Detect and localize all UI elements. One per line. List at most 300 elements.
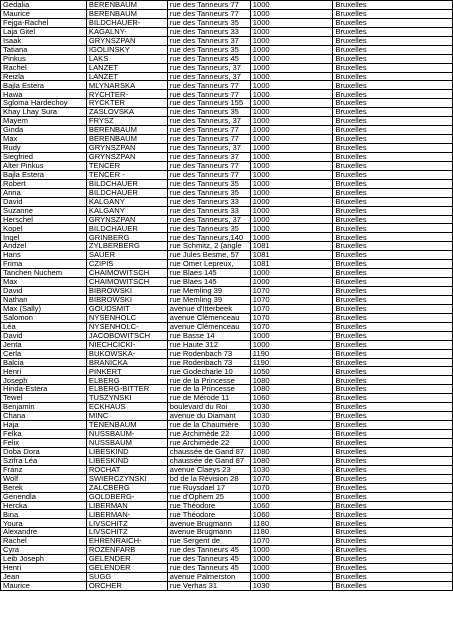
street-cell: rue de la Princesse — [167, 385, 250, 394]
last-name-cell: LIBERMAN- — [86, 510, 167, 519]
postcode-cell: 1000 — [250, 206, 333, 215]
street-cell: avenue Claeys 23 — [167, 465, 250, 474]
table-row — [1, 385, 453, 394]
table-row — [1, 438, 453, 447]
city-cell: Bruxelles — [333, 197, 453, 206]
first-name-cell: Benjamin — [1, 403, 87, 412]
table-row — [1, 349, 453, 358]
first-name-cell: Hans — [1, 251, 87, 260]
street-cell: rue des Tanneurs 35 — [167, 108, 250, 117]
table-row — [1, 519, 453, 528]
first-name-cell: Franz — [1, 465, 87, 474]
table-row — [1, 188, 453, 197]
first-name-cell: Genendla — [1, 492, 87, 501]
table-row — [1, 581, 453, 590]
street-cell: rue des Tanneurs 77 — [167, 135, 250, 144]
table-row — [1, 269, 453, 278]
table-row — [1, 358, 453, 367]
table-row — [1, 90, 453, 99]
postcode-cell: 1000 — [250, 197, 333, 206]
first-name-cell: Salomon — [1, 313, 87, 322]
postcode-cell: 1000 — [250, 63, 333, 72]
postcode-cell: 1000 — [250, 54, 333, 63]
street-cell: rue Basse 14 — [167, 331, 250, 340]
first-name-cell: Alter Pinkus — [1, 161, 87, 170]
city-cell: Bruxelles — [333, 447, 453, 456]
first-name-cell: Herschel — [1, 215, 87, 224]
last-name-cell: BERENBAUM — [86, 9, 167, 18]
table-row — [1, 206, 453, 215]
postcode-cell: 1000 — [250, 278, 333, 287]
table-row — [1, 304, 453, 313]
first-name-cell: Doba Dora — [1, 447, 87, 456]
city-cell: Bruxelles — [333, 581, 453, 590]
postcode-cell: 1000 — [250, 188, 333, 197]
table-row — [1, 81, 453, 90]
first-name-cell: Hercka — [1, 501, 87, 510]
last-name-cell: LIBESKIND — [86, 447, 167, 456]
city-cell: Bruxelles — [333, 9, 453, 18]
table-row — [1, 537, 453, 546]
postcode-cell: 1000 — [250, 152, 333, 161]
last-name-cell: RYCHTER- — [86, 90, 167, 99]
first-name-cell: Youra — [1, 519, 87, 528]
first-name-cell: Andzel — [1, 242, 87, 251]
postcode-cell: 1060 — [250, 510, 333, 519]
table-row — [1, 295, 453, 304]
street-cell: avenue Clémenceau — [167, 322, 250, 331]
table-row — [1, 501, 453, 510]
street-cell: rue Blaes 145 — [167, 269, 250, 278]
first-name-cell: Berek — [1, 483, 87, 492]
table-row — [1, 331, 453, 340]
last-name-cell: ELBERG-BITTER — [86, 385, 167, 394]
postcode-cell: 1080 — [250, 376, 333, 385]
street-cell: rue des Tanneurs 35 — [167, 45, 250, 54]
table-row — [1, 456, 453, 465]
city-cell: Bruxelles — [333, 349, 453, 358]
postcode-cell: 1000 — [250, 546, 333, 555]
street-cell: rue des Tanneurs 45 — [167, 54, 250, 63]
postcode-cell: 1000 — [250, 1, 333, 10]
street-cell: rue des Tanneurs 77 — [167, 90, 250, 99]
table-row — [1, 573, 453, 582]
city-cell: Bruxelles — [333, 304, 453, 313]
table-row — [1, 27, 453, 36]
city-cell: Bruxelles — [333, 269, 453, 278]
postcode-cell: 1081 — [250, 242, 333, 251]
last-name-cell: IGOLINSKY — [86, 45, 167, 54]
postcode-cell: 1030 — [250, 421, 333, 430]
postcode-cell: 1190 — [250, 349, 333, 358]
postcode-cell: 1000 — [250, 340, 333, 349]
city-cell: Bruxelles — [333, 367, 453, 376]
first-name-cell: Maurice — [1, 581, 87, 590]
first-name-cell: Khay Lhay Sura — [1, 108, 87, 117]
last-name-cell: KALGANY — [86, 197, 167, 206]
table-row — [1, 117, 453, 126]
last-name-cell: BUKOWSKA- — [86, 349, 167, 358]
city-cell: Bruxelles — [333, 179, 453, 188]
table-row — [1, 161, 453, 170]
last-name-cell: ROZENFARB — [86, 546, 167, 555]
postcode-cell: 1060 — [250, 394, 333, 403]
street-cell: rue des Tanneurs,140 — [167, 233, 250, 242]
last-name-cell: MINC — [86, 412, 167, 421]
last-name-cell: NUSSBAUM — [86, 438, 167, 447]
city-cell: Bruxelles — [333, 117, 453, 126]
first-name-cell: Reizla — [1, 72, 87, 81]
last-name-cell: TUSZYNSKI — [86, 394, 167, 403]
last-name-cell: GRINBERG — [86, 233, 167, 242]
city-cell: Bruxelles — [333, 358, 453, 367]
last-name-cell: ZALCBERG — [86, 483, 167, 492]
postcode-cell: 1000 — [250, 492, 333, 501]
first-name-cell: Cerla — [1, 349, 87, 358]
last-name-cell: SWIERCZYNSKI — [86, 474, 167, 483]
last-name-cell: NYSENHOLC- — [86, 322, 167, 331]
street-cell: rue Schmitz, 2 (angle — [167, 242, 250, 251]
street-cell: rue de la Princesse — [167, 376, 250, 385]
last-name-cell: BILDCHAUER — [86, 224, 167, 233]
table-row — [1, 430, 453, 439]
last-name-cell: RYCKTER — [86, 99, 167, 108]
street-cell: rue des Tanneurs 77 — [167, 1, 250, 10]
city-cell: Bruxelles — [333, 63, 453, 72]
street-cell: rue des Tanneurs 77 — [167, 81, 250, 90]
street-cell: rue des Tanneurs 33 — [167, 206, 250, 215]
city-cell: Bruxelles — [333, 322, 453, 331]
postcode-cell: 1000 — [250, 215, 333, 224]
last-name-cell: BIBROWSKI — [86, 287, 167, 296]
last-name-cell: GRYNSZPAN — [86, 152, 167, 161]
postcode-cell: 1080 — [250, 385, 333, 394]
last-name-cell: LIBERMAN — [86, 501, 167, 510]
city-cell: Bruxelles — [333, 54, 453, 63]
table-row — [1, 278, 453, 287]
last-name-cell: CZIPIS — [86, 260, 167, 269]
first-name-cell: Ingel — [1, 233, 87, 242]
last-name-cell: GRYNSZPAN — [86, 36, 167, 45]
street-cell: rue Godecharle 10 — [167, 367, 250, 376]
first-name-cell: Ginda — [1, 126, 87, 135]
postcode-cell: 1000 — [250, 331, 333, 340]
postcode-cell: 1080 — [250, 447, 333, 456]
postcode-cell: 1000 — [250, 90, 333, 99]
postcode-cell: 1030 — [250, 581, 333, 590]
first-name-cell: Jean — [1, 573, 87, 582]
street-cell: rue des Tanneurs 33 — [167, 197, 250, 206]
last-name-cell: CHAIMOWITSCH — [86, 269, 167, 278]
street-cell: rue des Tanneurs, 37 — [167, 72, 250, 81]
table-row — [1, 152, 453, 161]
first-name-cell: David — [1, 287, 87, 296]
postcode-cell: 1070 — [250, 304, 333, 313]
first-name-cell: Hinda-Estera — [1, 385, 87, 394]
city-cell: Bruxelles — [333, 430, 453, 439]
table-row — [1, 564, 453, 573]
first-name-cell: Laja Gitel — [1, 27, 87, 36]
street-cell: rue Blaes 145 — [167, 278, 250, 287]
postcode-cell: 1000 — [250, 117, 333, 126]
first-name-cell: Anna — [1, 188, 87, 197]
postcode-cell: 1000 — [250, 269, 333, 278]
street-cell: avenue Clémenceau — [167, 313, 250, 322]
table-row — [1, 72, 453, 81]
last-name-cell: LAKS — [86, 54, 167, 63]
street-cell: rue des Tanneurs, 37 — [167, 117, 250, 126]
street-cell: rue des Tanneurs 45 — [167, 546, 250, 555]
table-row — [1, 403, 453, 412]
postcode-cell: 1070 — [250, 474, 333, 483]
city-cell: Bruxelles — [333, 340, 453, 349]
last-name-cell: JACOBOWITSCH — [86, 331, 167, 340]
last-name-cell: BIBROWSKI — [86, 295, 167, 304]
street-cell: rue des Tanneurs 37 — [167, 36, 250, 45]
street-cell: rue des Tanneurs 35 — [167, 224, 250, 233]
postcode-cell: 1000 — [250, 573, 333, 582]
first-name-cell: Pinkus — [1, 54, 87, 63]
first-name-cell: Cyra — [1, 546, 87, 555]
table-row — [1, 215, 453, 224]
table-row — [1, 233, 453, 242]
first-name-cell: Wolf — [1, 474, 87, 483]
table-row — [1, 287, 453, 296]
street-cell: rue Théodore — [167, 510, 250, 519]
table-row — [1, 340, 453, 349]
city-cell: Bruxelles — [333, 456, 453, 465]
last-name-cell: LANZET — [86, 72, 167, 81]
table-row — [1, 322, 453, 331]
table-row — [1, 179, 453, 188]
city-cell: Bruxelles — [333, 242, 453, 251]
postcode-cell: 1000 — [250, 36, 333, 45]
address-table-body — [1, 1, 453, 591]
table-row — [1, 251, 453, 260]
table-row — [1, 376, 453, 385]
last-name-cell: NIECHCICKI- — [86, 340, 167, 349]
first-name-cell: Suzanne — [1, 206, 87, 215]
postcode-cell: 1080 — [250, 456, 333, 465]
street-cell: rue Memling 39 — [167, 287, 250, 296]
postcode-cell: 1070 — [250, 287, 333, 296]
last-name-cell: TENENBAUM — [86, 421, 167, 430]
table-row — [1, 260, 453, 269]
street-cell: rue de Mérode 11 — [167, 394, 250, 403]
city-cell: Bruxelles — [333, 108, 453, 117]
street-cell: rue Haute 312 — [167, 340, 250, 349]
table-row — [1, 18, 453, 27]
street-cell: rue Archimède 22 — [167, 430, 250, 439]
last-name-cell: BILDCHAUER- — [86, 18, 167, 27]
table-row — [1, 465, 453, 474]
table-row — [1, 108, 453, 117]
table-row — [1, 170, 453, 179]
first-name-cell: Joseph — [1, 376, 87, 385]
city-cell: Bruxelles — [333, 278, 453, 287]
postcode-cell: 1000 — [250, 555, 333, 564]
city-cell: Bruxelles — [333, 537, 453, 546]
postcode-cell: 1000 — [250, 179, 333, 188]
first-name-cell: Alexandre — [1, 528, 87, 537]
city-cell: Bruxelles — [333, 564, 453, 573]
last-name-cell: BERENBAUM — [86, 135, 167, 144]
city-cell: Bruxelles — [333, 376, 453, 385]
city-cell: Bruxelles — [333, 144, 453, 153]
table-row — [1, 528, 453, 537]
city-cell: Bruxelles — [333, 251, 453, 260]
first-name-cell: Max (Sally) — [1, 304, 87, 313]
street-cell: bd de la Révision 28 — [167, 474, 250, 483]
last-name-cell: GOUDSMIT — [86, 304, 167, 313]
city-cell: Bruxelles — [333, 287, 453, 296]
first-name-cell: Gedalia — [1, 1, 87, 10]
postcode-cell: 1000 — [250, 81, 333, 90]
last-name-cell: ORCHER — [86, 581, 167, 590]
table-row — [1, 492, 453, 501]
last-name-cell: KAGALNY- — [86, 27, 167, 36]
table-row — [1, 242, 453, 251]
first-name-cell: Szifra Léa — [1, 456, 87, 465]
first-name-cell: Sgloma Hardechoy — [1, 99, 87, 108]
last-name-cell: BILDCHAUER — [86, 188, 167, 197]
table-row — [1, 367, 453, 376]
city-cell: Bruxelles — [333, 465, 453, 474]
street-cell: rue des Tanneurs 37 — [167, 152, 250, 161]
postcode-cell: 1000 — [250, 27, 333, 36]
last-name-cell: LIVSCHITZ — [86, 528, 167, 537]
first-name-cell: Rudy — [1, 144, 87, 153]
street-cell: rue des Tanneurs, 37 — [167, 215, 250, 224]
last-name-cell: LIBESKIND — [86, 456, 167, 465]
postcode-cell: 1070 — [250, 313, 333, 322]
first-name-cell: Jenta — [1, 340, 87, 349]
street-cell: rue des Tanneurs 33 — [167, 27, 250, 36]
street-cell: rue Théodore — [167, 501, 250, 510]
city-cell: Bruxelles — [333, 233, 453, 242]
last-name-cell: GRYNSZPAN — [86, 144, 167, 153]
street-cell: rue Rodenbach 73 — [167, 358, 250, 367]
table-row — [1, 144, 453, 153]
street-cell: avenue Brugmann — [167, 519, 250, 528]
city-cell: Bruxelles — [333, 483, 453, 492]
street-cell: rue des Tanneurs, 37 — [167, 144, 250, 153]
city-cell: Bruxelles — [333, 394, 453, 403]
last-name-cell: GRYNSZPAN — [86, 215, 167, 224]
first-name-cell: Tewel — [1, 394, 87, 403]
first-name-cell: Maurice — [1, 9, 87, 18]
city-cell: Bruxelles — [333, 313, 453, 322]
table-row — [1, 63, 453, 72]
last-name-cell: BRANICKA — [86, 358, 167, 367]
table-row — [1, 36, 453, 45]
table-row — [1, 474, 453, 483]
last-name-cell: TENCER — [86, 161, 167, 170]
city-cell: Bruxelles — [333, 152, 453, 161]
last-name-cell: ROCHAT — [86, 465, 167, 474]
postcode-cell: 1030 — [250, 465, 333, 474]
table-row — [1, 483, 453, 492]
street-cell: rue Memling 39 — [167, 295, 250, 304]
postcode-cell: 1000 — [250, 108, 333, 117]
postcode-cell: 1000 — [250, 224, 333, 233]
city-cell: Bruxelles — [333, 555, 453, 564]
first-name-cell: Hawa — [1, 90, 87, 99]
street-cell: chaussée de Gand 87 — [167, 456, 250, 465]
city-cell: Bruxelles — [333, 27, 453, 36]
city-cell: Bruxelles — [333, 474, 453, 483]
city-cell: Bruxelles — [333, 206, 453, 215]
last-name-cell: SUGG — [86, 573, 167, 582]
last-name-cell: GELENDER — [86, 555, 167, 564]
first-name-cell: Felix — [1, 438, 87, 447]
first-name-cell: Max — [1, 135, 87, 144]
city-cell: Bruxelles — [333, 1, 453, 10]
street-cell: rue de la Chaumière — [167, 421, 250, 430]
first-name-cell: Isaak — [1, 36, 87, 45]
first-name-cell: Léa — [1, 322, 87, 331]
postcode-cell: 1060 — [250, 501, 333, 510]
postcode-cell: 1000 — [250, 18, 333, 27]
last-name-cell: TENCER - — [86, 170, 167, 179]
city-cell: Bruxelles — [333, 90, 453, 99]
table-row — [1, 99, 453, 108]
postcode-cell: 1070 — [250, 483, 333, 492]
city-cell: Bruxelles — [333, 295, 453, 304]
city-cell: Bruxelles — [333, 421, 453, 430]
street-cell: rue d'Ophem 25 — [167, 492, 250, 501]
last-name-cell: ZASLOVSKA — [86, 108, 167, 117]
table-row — [1, 1, 453, 10]
table-row — [1, 224, 453, 233]
first-name-cell: Bina — [1, 510, 87, 519]
postcode-cell: 1081 — [250, 260, 333, 269]
city-cell: Bruxelles — [333, 501, 453, 510]
last-name-cell: BERENBAUM — [86, 126, 167, 135]
postcode-cell: 1000 — [250, 126, 333, 135]
table-row — [1, 546, 453, 555]
table-row — [1, 9, 453, 18]
city-cell: Bruxelles — [333, 161, 453, 170]
street-cell: avenue Palmerston — [167, 573, 250, 582]
first-name-cell: David — [1, 197, 87, 206]
street-cell: rue Sergent de — [167, 537, 250, 546]
street-cell: rue des Tanneurs 45 — [167, 564, 250, 573]
postcode-cell: 1190 — [250, 358, 333, 367]
city-cell: Bruxelles — [333, 492, 453, 501]
street-cell: rue Verhas 31 — [167, 581, 250, 590]
last-name-cell: ELBERG — [86, 376, 167, 385]
postcode-cell: 1000 — [250, 438, 333, 447]
first-name-cell: Balcia — [1, 358, 87, 367]
city-cell: Bruxelles — [333, 438, 453, 447]
city-cell: Bruxelles — [333, 81, 453, 90]
first-name-cell: Henri — [1, 564, 87, 573]
city-cell: Bruxelles — [333, 126, 453, 135]
first-name-cell: Tatiana — [1, 45, 87, 54]
first-name-cell: Haja — [1, 421, 87, 430]
street-cell: chaussée de Gand 87 — [167, 447, 250, 456]
first-name-cell: Tanchen Nuchem — [1, 269, 87, 278]
street-cell: avenue d'Itterbeek — [167, 304, 250, 313]
street-cell: rue Ruysdael 17 — [167, 483, 250, 492]
postcode-cell: 1070 — [250, 537, 333, 546]
postcode-cell: 1030 — [250, 412, 333, 421]
last-name-cell: SAUER — [86, 251, 167, 260]
street-cell: rue des Tanneurs, 37 — [167, 63, 250, 72]
city-cell: Bruxelles — [333, 331, 453, 340]
table-row — [1, 126, 453, 135]
